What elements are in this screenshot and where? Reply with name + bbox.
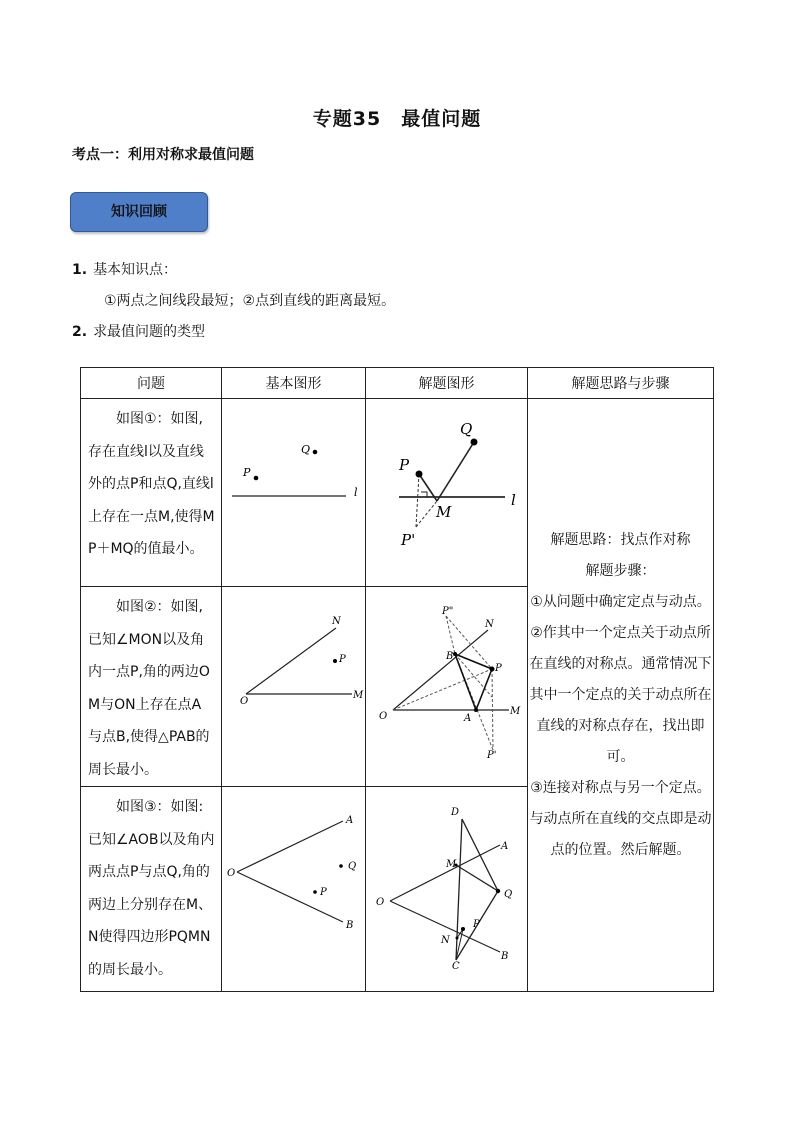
steps-line-3: ①从问题中确定定点与动点。 (530, 593, 711, 610)
table-row (81, 399, 714, 587)
segment-P-prime-M (416, 501, 437, 527)
point-P (416, 471, 423, 478)
segment-MQ (437, 442, 474, 501)
label-M: M (353, 690, 364, 701)
header-basic-figure: 基本图形 (222, 368, 366, 399)
segment-OP (393, 669, 492, 710)
segment-PP-prime (416, 474, 419, 527)
steps-cell (528, 399, 714, 992)
ray-OB (237, 872, 343, 922)
label-P: P (473, 919, 480, 930)
label-A: A (501, 841, 509, 852)
label-O: O (379, 711, 388, 722)
point-P (254, 476, 259, 481)
label-P: P (243, 466, 251, 479)
point-N (456, 937, 459, 940)
label-P: P (339, 654, 346, 665)
review-button[interactable]: 知识回顾 (70, 192, 208, 232)
steps-line-5: ③连接对称点与另一个定点。与动点所在直线的交点即是动点的位置。然后解题。 (529, 779, 712, 858)
point-Q (339, 864, 343, 868)
figure-3-basic (222, 787, 365, 991)
ray-OA (390, 845, 500, 901)
types-table (80, 367, 714, 992)
header-question: 问题 (81, 368, 222, 399)
label-Q: Q (348, 861, 357, 872)
point-P (461, 927, 465, 931)
figure-3-solution (366, 787, 527, 991)
question-cell-3 (81, 787, 222, 992)
figure-2-basic (222, 587, 365, 772)
figure-1-basic (222, 399, 365, 586)
section-1-number: 1. (72, 262, 88, 278)
point-A (474, 708, 478, 712)
label-O: O (227, 868, 236, 879)
label-P-prime: P' (401, 531, 416, 549)
section-2-number: 2. (72, 324, 88, 340)
ray-ON (246, 628, 336, 694)
basic-figure-cell-2 (222, 587, 366, 787)
solution-figure-cell-1 (366, 399, 528, 587)
point-P (333, 659, 337, 663)
title-sub: 最值问题 (401, 108, 482, 130)
segment-P-double-A (455, 654, 492, 697)
segment-P-P-prime (492, 669, 493, 750)
label-Q: Q (301, 443, 311, 456)
section-1-content: ①两点之间线段最短；②点到直线的距离最短。 (104, 293, 396, 309)
question-text-3: 如图③：如图:已知∠AOB以及角内两点点P与点Q,角的两边上分别存在M、N使得四边形PQMN的周长最小。 (88, 799, 215, 978)
table-header-row (81, 368, 714, 399)
label-P-prime: P' (487, 750, 497, 761)
label-N: N (332, 616, 341, 627)
section-2-label: 求最值问题的类型 (93, 324, 206, 340)
label-P: P (495, 663, 502, 674)
section-1-heading (72, 259, 177, 279)
point-P (313, 890, 317, 894)
header-steps: 解题思路与步骤 (528, 368, 714, 399)
point-B (453, 652, 457, 656)
label-M: M (436, 503, 452, 521)
kaodian-heading: 考点一：利用对称求最值问题 (72, 147, 254, 163)
label-B: B (501, 951, 509, 962)
page-title (0, 104, 794, 131)
figure-2-solution (366, 587, 527, 772)
ray-ON (393, 630, 488, 710)
basic-figure-cell-3 (222, 787, 366, 992)
label-l: l (511, 491, 516, 509)
solution-figure-cell-2 (366, 587, 528, 787)
point-P (490, 667, 495, 672)
label-N: N (485, 619, 494, 630)
steps-line-1: 解题思路：找点作对称 (550, 531, 691, 548)
label-P: P (320, 887, 327, 898)
solution-figure-cell-3 (366, 787, 528, 992)
label-O: O (376, 897, 385, 908)
label-Q: Q (504, 889, 513, 900)
label-A: A (464, 713, 472, 724)
label-l: l (354, 486, 358, 499)
label-D: D (451, 807, 460, 818)
label-P: P (399, 456, 410, 474)
title-main: 专题35 (312, 108, 382, 130)
basic-figure-cell-1 (222, 399, 366, 587)
point-Q (496, 889, 500, 893)
label-B: B (346, 920, 354, 931)
label-Q: Q (460, 420, 473, 438)
question-text-2: 如图②：如图,已知∠MON以及角内一点P,角的两边OM与ON上存在点A与点B,使得△PAB的周长最小。 (88, 599, 210, 778)
label-N: N (441, 935, 450, 946)
point-Q (471, 439, 478, 446)
point-Q (313, 450, 318, 455)
label-B: B (446, 651, 454, 662)
steps-line-2: 解题步骤： (585, 562, 656, 579)
label-M: M (510, 706, 521, 717)
ray-OA (237, 821, 343, 872)
label-C: C (452, 961, 460, 972)
label-M: M (446, 859, 457, 870)
section-2-heading (72, 321, 205, 341)
label-P-double-prime: P" (442, 606, 454, 617)
steps-line-4: ②作其中一个定点关于动点所在直线的对称点。通常情况下其中一个定点的关于动点所在直线的对称点存在，找出即可。 (529, 624, 712, 765)
section-1-label: 基本知识点： (93, 262, 178, 278)
label-O: O (240, 696, 249, 707)
label-A: A (346, 815, 354, 826)
question-text-1: 如图①：如图,存在直线l以及直线外的点P和点Q,直线l上存在一点M,使得MP＋MQ的值最小。 (88, 411, 215, 557)
question-cell-1 (81, 399, 222, 587)
header-solution-figure: 解题图形 (366, 368, 528, 399)
figure-1-solution (366, 399, 527, 586)
question-cell-2 (81, 587, 222, 787)
